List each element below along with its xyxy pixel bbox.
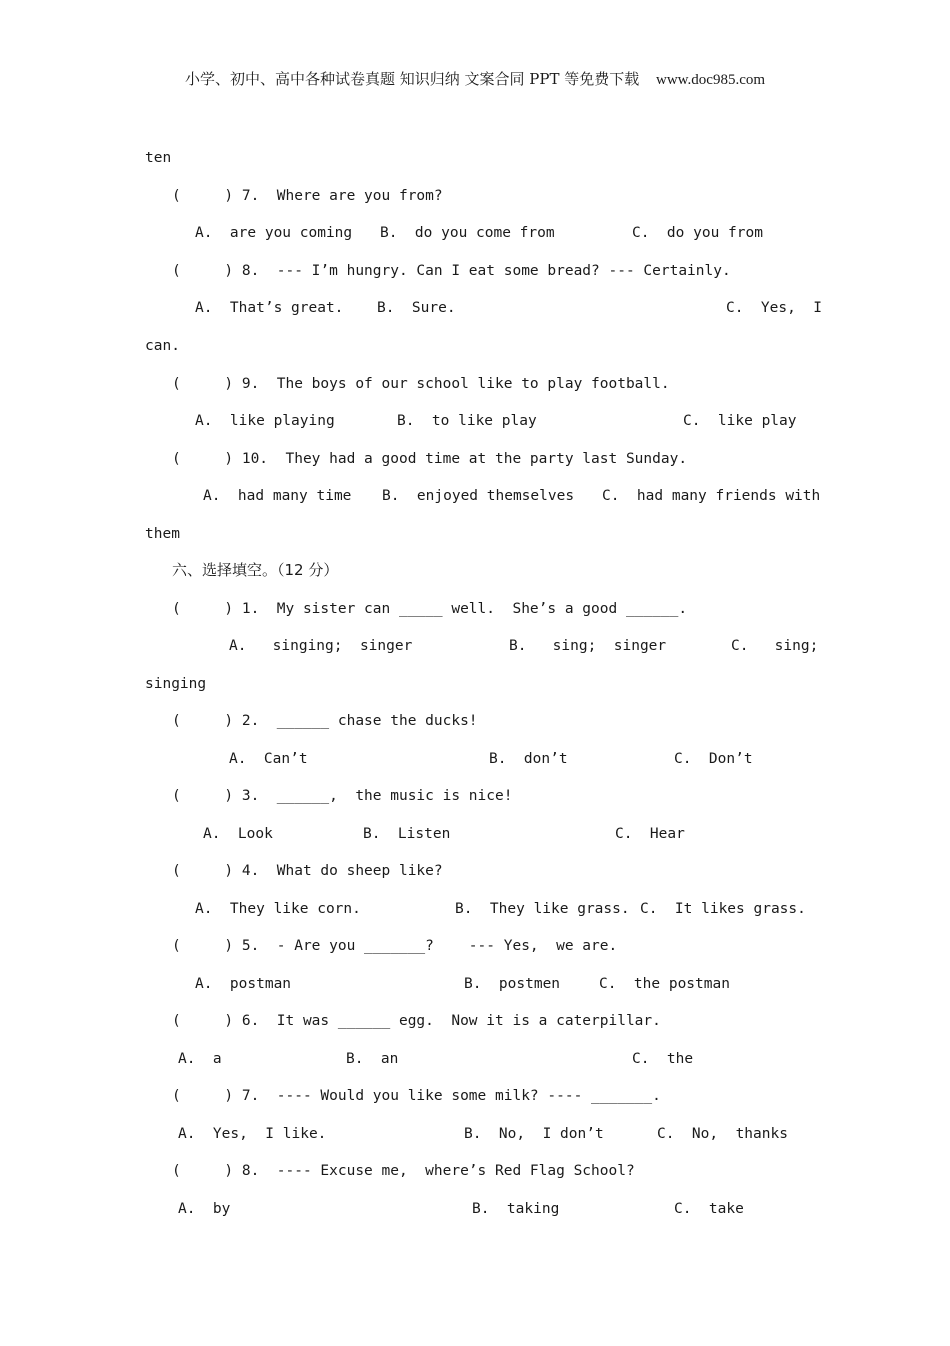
option-c: C. the [632, 1051, 694, 1067]
option-a: A. like playing [195, 413, 335, 429]
option-c: C. sing; [731, 638, 819, 654]
option-b: B. an [346, 1051, 399, 1067]
option-c: C. Yes, I [726, 300, 823, 316]
option-a: A. singing; singer [229, 638, 413, 654]
option-a: A. They like corn. [195, 901, 361, 917]
option-c: C. like play [683, 413, 797, 429]
option-b: B. postmen [464, 976, 561, 992]
option-a: A. Yes, I like. [178, 1126, 327, 1142]
option-b: B. Listen [363, 826, 451, 842]
question-7: ( ) 7. Where are you from? [172, 188, 443, 204]
header-text: 小学、初中、高中各种试卷真题 知识归纳 文案合同 PPT 等免费下载 [184, 70, 640, 88]
option-a: A. Can’t [229, 751, 308, 767]
option-a: A. a [178, 1051, 222, 1067]
option-b: B. sing; singer [509, 638, 667, 654]
option-a: A. by [178, 1201, 231, 1217]
section-title: 六、选择填空。（12 分） [172, 561, 339, 579]
option-c: C. Hear [615, 826, 685, 842]
option-a: A. had many time [203, 488, 352, 504]
question-8: ( ) 8. ---- Excuse me, where’s Red Flag School? [172, 1163, 635, 1179]
text-line: them [145, 526, 180, 542]
option-c: C. Don’t [674, 751, 753, 767]
option-a: A. postman [195, 976, 292, 992]
option-c: C. do you from [632, 225, 763, 241]
text-line: singing [145, 676, 207, 692]
question-1: ( ) 1. My sister can _____ well. She’s a good ______. [172, 601, 688, 617]
option-b: B. No, I don’t [464, 1126, 604, 1142]
text-line: ten [145, 150, 172, 166]
question-5: ( ) 5. - Are you _______? --- Yes, we are. [172, 938, 618, 954]
question-6: ( ) 6. It was ______ egg. Now it is a caterpillar. [172, 1013, 661, 1029]
option-b: B. Sure. [377, 300, 456, 316]
option-b: B. do you come from [380, 225, 555, 241]
option-b: B. don’t [489, 751, 568, 767]
question-8: ( ) 8. --- I’m hungry. Can I eat some bread? --- Certainly. [172, 263, 731, 279]
option-a: A. are you coming [195, 225, 353, 241]
question-4: ( ) 4. What do sheep like? [172, 863, 443, 879]
option-c: C. It likes grass. [640, 901, 806, 917]
text-line: can. [145, 338, 180, 354]
question-2: ( ) 2. ______ chase the ducks! [172, 713, 478, 729]
question-7: ( ) 7. ---- Would you like some milk? ---- _______. [172, 1088, 661, 1104]
question-3: ( ) 3. ______, the music is nice! [172, 788, 513, 804]
option-b: B. They like grass. [455, 901, 630, 917]
question-9: ( ) 9. The boys of our school like to play football. [172, 376, 670, 392]
header-site: www.doc985.com [656, 72, 766, 88]
option-b: B. taking [472, 1201, 560, 1217]
option-b: B. enjoyed themselves [382, 488, 575, 504]
option-c: C. take [674, 1201, 744, 1217]
option-c: C. had many friends with [602, 488, 821, 504]
option-a: A. Look [203, 826, 273, 842]
option-c: C. the postman [599, 976, 730, 992]
option-c: C. No, thanks [657, 1126, 788, 1142]
page-header [0, 68, 950, 89]
question-10: ( ) 10. They had a good time at the party last Sunday. [172, 451, 688, 467]
option-a: A. That’s great. [195, 300, 344, 316]
option-b: B. to like play [397, 413, 537, 429]
